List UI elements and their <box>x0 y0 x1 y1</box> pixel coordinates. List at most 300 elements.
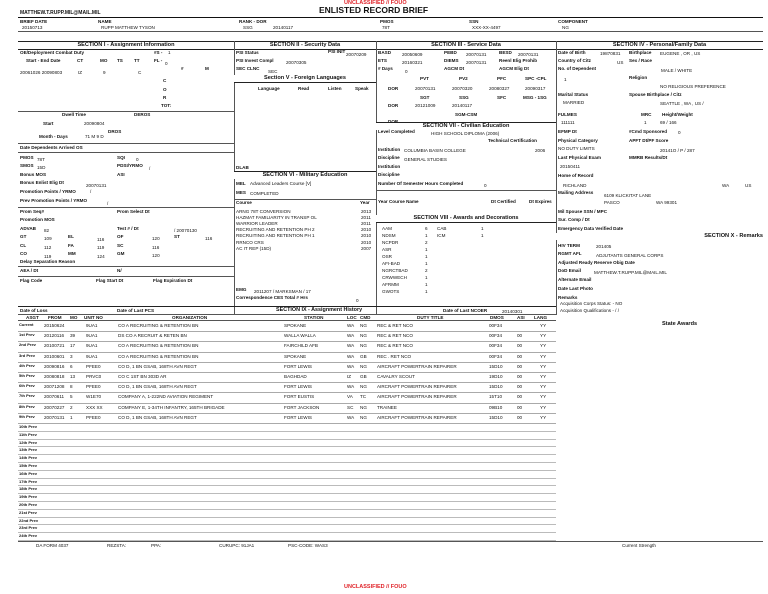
asgt-station: FAIRCHILD AFB <box>284 343 318 349</box>
asgt-organization: CO A RECRUITING & RETENTION BN <box>118 343 199 349</box>
physical-category-label: Physical Category <box>558 138 598 143</box>
award-name: AAM <box>382 226 392 231</box>
dor-pv2: 20070320 <box>452 86 473 91</box>
agcm-label: AGCM Dt <box>444 66 465 71</box>
mes-value: COMPLETED <box>250 191 279 196</box>
dod-email-value: MATTHEW.T.RUPP.MIL@MAIL.MIL <box>594 270 667 275</box>
dor-spc: 20090317 <box>525 86 546 91</box>
course-name: HAZMAT FAMILIARITY IN TRANSP OL <box>236 215 317 220</box>
religion-label: Religion <box>629 75 648 80</box>
asgt-station: FORT LEWIS <box>284 363 312 369</box>
last-ncoer-label: Date of Last NCOER <box>443 308 488 313</box>
ets-label: ETS <box>378 58 387 63</box>
col-loc: LOC <box>347 315 357 320</box>
section-6-header: SECTION VI - Military Education <box>234 171 376 179</box>
sex-race-value: MALE / WHITE <box>661 68 693 73</box>
asgt-label-empty: 17th Prev <box>19 478 38 484</box>
asgt-asi: 00 <box>517 333 523 339</box>
asgt-organization: CO C 1ST BN 303D AR <box>118 374 167 379</box>
asgt-duty-title: REC . RET NCO <box>377 353 412 359</box>
st-value: 116 <box>205 236 213 241</box>
asgt-loc: IZ <box>347 374 352 379</box>
dt-certified-col: Dt Certified <box>491 199 516 204</box>
course-year: 2010 <box>361 227 372 232</box>
name-value: RUPP MATTHEW TYSON <box>101 25 155 30</box>
asgt-label-empty: 15th Prev <box>19 463 38 468</box>
speak-col: Speak <box>355 86 369 91</box>
prev-promotion-value: / <box>107 201 109 206</box>
dor-pfc: 20080327 <box>489 86 510 91</box>
asgt-asi: 00 <box>517 414 523 420</box>
asgt-label: 2nd Prev <box>19 342 36 348</box>
asgt-label-empty: 22nd Prev <box>19 517 39 523</box>
of-value: 120 <box>152 236 160 241</box>
award-name: NCPDR <box>382 240 399 245</box>
asgt-cmd: NG <box>360 384 367 390</box>
mailing-address-label: Mailing Address <box>558 190 594 195</box>
psi-invest-value: 20070305 <box>286 60 307 65</box>
asgt-duty-title: REC & RET NCO <box>377 343 413 349</box>
asgt-cmd: NG <box>360 414 367 420</box>
asgt-label-empty: 12th Prev <box>19 439 38 445</box>
award-name: NGRCTBAD <box>382 268 408 273</box>
asgt-from: 20071208 <box>44 384 65 390</box>
prom-seq-label: Prom Seq# <box>20 209 44 214</box>
asgt-dmos: 00F34 <box>489 323 503 328</box>
el-value: 116 <box>97 237 105 242</box>
last-ncoer-value: 20140301 <box>502 309 523 314</box>
asgt-loc: VA <box>347 394 353 400</box>
start-value: 20090804 <box>84 121 105 126</box>
asgt-dmos: 15D10 <box>489 363 503 369</box>
course-year: 2010 <box>361 233 372 238</box>
badge-count: 1 <box>481 233 484 238</box>
course-name: ARNG 78T CONVERSION <box>236 209 291 214</box>
section-9-header: SECTION IX - Assignment History <box>276 307 363 313</box>
award-count: 1 <box>425 261 428 266</box>
col-mo: MO <box>70 315 78 320</box>
asgt-loc: WA <box>347 414 355 420</box>
current-strength-label: Current Strength <box>622 543 656 548</box>
level-completed-value: HIGH SCHOOL DIPLOMA (2006) <box>431 131 500 136</box>
dor-sgt: 20121009 <box>415 103 436 108</box>
month-days-value: 71 M 9 D <box>85 134 104 139</box>
asgt-label: 8th Prev <box>19 403 35 409</box>
citz-label: Country of Citz <box>558 58 591 63</box>
tt-label: TT <box>134 58 140 63</box>
asgt-dmos: 15D10 <box>489 414 503 420</box>
cmd-sponsored-label: #Cmd Sponsored <box>629 129 668 134</box>
state-awards-header: State Awards <box>662 321 698 327</box>
award-count: 1 <box>425 282 428 287</box>
award-name: NDSM <box>382 233 396 238</box>
asgt-duty-title: AIRCRAFT POWERTRAIN REPAIRER <box>377 363 457 369</box>
asgt-cmd: NG <box>360 404 367 410</box>
asgt-organization: COMPANY A, 1-222ND AVIATION REGIMENT <box>118 394 214 400</box>
asgt-months: 13 <box>70 374 76 379</box>
asgt-label-empty: 14th Prev <box>19 455 38 461</box>
asgt-loc: WA <box>347 363 355 369</box>
pv2-col: PV2 <box>459 76 468 81</box>
dependents-label: No. of Dependent <box>558 66 597 71</box>
agcm-elig-label: AGCM Elig Dt <box>499 66 529 71</box>
start-end-label: Start - End Date <box>26 58 61 63</box>
course-name: RECRUITING AND RETENTION PH 1 <box>236 233 315 238</box>
asgt-lang: YY <box>540 414 547 420</box>
ets-value: 20160321 <box>402 60 423 65</box>
award-name: AFRMM <box>382 282 399 287</box>
emergency-data-label: Emergency Data Verified Date <box>558 226 624 231</box>
section-10-header: SECTION X - Remarks <box>556 233 763 240</box>
deros-label: DEROS <box>134 112 151 117</box>
pmos-value: 78T <box>382 25 390 30</box>
dor-value: 20140117 <box>273 25 294 30</box>
asgt-label-empty: 19th Prev <box>19 494 38 500</box>
asgt-cmd: NG <box>360 323 367 328</box>
institution-2-label: Institution <box>378 164 401 169</box>
dt-expires-col: Dt Expires <box>529 199 552 204</box>
asgt-lang: YY <box>540 353 547 359</box>
date-loss-label: Date of Loss <box>20 308 48 313</box>
gm-value: 120 <box>152 253 160 258</box>
asgt-organization: DS CO A RECRUIT & RETEN BN <box>118 333 187 339</box>
asgt-months: 1 <box>70 414 73 420</box>
asgt-label-empty: 18th Prev <box>19 486 38 492</box>
mrc-value: 1 <box>644 120 647 125</box>
gt-label: GT <box>20 234 27 239</box>
asgt-cmd: GB <box>360 374 367 379</box>
dros-label: DROS <box>108 129 122 134</box>
asgt-lang: YY <box>540 343 547 349</box>
asgt-organization: CO D, 1 BN GSAB, 168TH AVN REGT <box>118 384 197 390</box>
listen-col: Listen <box>328 86 342 91</box>
read-col: Read <box>298 86 310 91</box>
birthplace-label: Birthplace <box>629 50 652 55</box>
cl-value: 112 <box>44 245 52 250</box>
semester-hours-label: Number Of Semester Hours Completed <box>378 181 464 186</box>
home-record-label: Home of Record <box>558 173 594 178</box>
col-station: STATION <box>304 315 324 320</box>
asgt-lang: YY <box>540 363 547 369</box>
institution-value: COLUMBIA BASIN COLLEGE <box>404 148 466 153</box>
st-label: ST <box>174 234 180 239</box>
asgt-from: 20070611 <box>44 394 65 400</box>
asgt-asi: 00 <box>517 343 523 349</box>
deployment-tt: C <box>138 70 142 75</box>
asgt-asi: 00 <box>517 394 523 400</box>
asgt-asi: 00 <box>517 363 523 369</box>
section-7-header: SECTION VII - Civilian Education <box>376 122 556 130</box>
dor-2-label: DOR <box>388 103 399 108</box>
pmos-s1-value: 78T <box>37 157 45 162</box>
asgt-lang: YY <box>540 333 547 339</box>
asgt-unit: PFEE0 <box>86 414 101 420</box>
marital-value: MARRIED <box>563 100 585 105</box>
ssn-label: SSN <box>469 19 479 24</box>
institution-year: 2006 <box>535 148 546 153</box>
asgt-unit: PRVC0 <box>86 374 102 379</box>
correspondence-value: 0 <box>356 298 359 303</box>
rezsta-label: REZSTA: <box>107 543 127 548</box>
asgt-organization: CO D, 1 BN GSAB, 168TH AVN REGT <box>118 363 197 369</box>
ssg-col: SSG <box>459 95 469 100</box>
sqi-value: 0 <box>136 157 139 162</box>
language-col: Language <box>258 86 280 91</box>
course-year: 2011 <box>361 221 371 226</box>
rank-label: RANK - DOR <box>239 19 267 24</box>
asgt-dmos: 00F34 <box>489 343 503 349</box>
alternate-email-label: Alternate Email <box>558 277 592 282</box>
pebd-value: 20070131 <box>466 52 487 57</box>
award-name: ASR <box>382 247 392 252</box>
institution-label: Institution <box>378 147 401 152</box>
emg-value: 2011207 / MARKSMAN / 17 <box>254 289 311 294</box>
date-pcs-label: Date of Last PCS <box>117 308 155 313</box>
asgt-loc: WA <box>347 384 355 390</box>
gt-value: 109 <box>44 236 52 241</box>
asgt-organization: CO A RECRUITING & RETENTION BN <box>118 353 199 359</box>
marital-label: Marital Status <box>558 92 589 97</box>
days-label: # Days <box>378 66 393 71</box>
asgt-cmd: NG <box>360 343 367 349</box>
mo-label: MO <box>100 58 108 63</box>
sqi-label: SQI <box>117 155 125 160</box>
fl-value: 0 <box>165 61 168 66</box>
course-name: RECRUITING AND RETENTION PH 2 <box>236 227 315 232</box>
asgt-station: FORT EUSTIS <box>284 394 315 400</box>
mailing-address-street: 6109 KLICKITAT LANE <box>604 193 652 198</box>
award-count: 1 <box>425 254 428 259</box>
component-value: NG <box>562 25 569 30</box>
religion-value: NO RELIGIOUS PREFERENCE <box>660 84 726 89</box>
sc-label: SC <box>117 243 124 248</box>
asgt-dmos: 19D10 <box>489 374 503 379</box>
psi-invest-label: PSI Invest Compl <box>236 58 274 63</box>
asgt-months: 5 <box>70 394 73 400</box>
asgt-from: 20100721 <box>44 343 65 349</box>
asgt-from: 20070227 <box>44 404 65 410</box>
asgt-duty-title: TRAINEE <box>377 404 397 410</box>
year-course-col: Year Course Name <box>378 199 419 204</box>
sgt-col: SGT <box>420 95 430 100</box>
asgt-from: 20100601 <box>44 353 65 359</box>
advab-label: ADVAB <box>20 226 36 231</box>
asgt-label: 6th Prev <box>19 383 35 389</box>
asgt-asi: 00 <box>517 353 523 359</box>
award-name: OSR <box>382 254 392 259</box>
asgt-asi: 00 <box>517 404 523 410</box>
course-col: Course <box>236 200 252 205</box>
pvt-col: PVT <box>420 76 429 81</box>
deployment-mo: 9 <box>103 70 106 75</box>
tot-label: TOT: <box>161 103 172 108</box>
award-count: 2 <box>425 268 428 273</box>
remark-acquisition-status: Acquisition Corps Status: - NO <box>560 301 623 306</box>
asgt-label: 9th Prev <box>19 413 35 419</box>
asgt-from: 20120116 <box>44 333 65 339</box>
asgt-station: FORT LEWIS <box>284 384 312 390</box>
semester-hours-value: 0 <box>484 183 487 188</box>
ct-label: CT <box>77 58 84 63</box>
asgt-label-empty: 24th Prev <box>19 533 38 539</box>
asgt-months: 39 <box>70 333 76 339</box>
psc-code-label: PSC-CODE: WAS3 <box>288 543 328 548</box>
basd-label: BASD <box>378 50 392 55</box>
discipline-value: GENERAL STUDIES <box>404 157 447 162</box>
promotion-points-value: / <box>90 189 92 194</box>
asgt-duty-title: AIRCRAFT POWERTRAIN REPAIRER <box>377 414 457 420</box>
curupc-label: CURUPC: 91JA1 <box>219 543 255 548</box>
course-year: 2013 <box>361 209 372 214</box>
section-2-header: SECTION II - Security Data <box>234 41 376 50</box>
mel-value: Advanced Leaders Course [V] <box>250 181 312 186</box>
asgt-organization: COMPANY E, 1-34TH INFANTRY, 165TH BRIGADE <box>118 404 225 410</box>
sec-clnc-value: SEC <box>268 69 278 74</box>
asgt-label-empty: 11th Prev <box>19 431 37 437</box>
discipline-label: Discipline <box>378 155 400 160</box>
badge-name: CAB <box>437 226 447 231</box>
badge-name: ICM <box>437 233 446 238</box>
brief-date-label: BRIEF DATE <box>20 19 48 24</box>
c-label: C <box>163 78 167 83</box>
pmos-label: PMOS <box>380 19 394 24</box>
asgt-organization: CO D, 1 BN GSAB, 168TH AVN REGT <box>118 414 197 420</box>
asgt-unit: PFEE0 <box>86 384 101 390</box>
duty-limits-value: NO DUTY LIMITS <box>558 146 595 151</box>
asgt-lang: YY <box>540 323 547 328</box>
deployment-dates: 20061026 20090803 <box>20 70 63 75</box>
asgt-months: 17 <box>70 343 76 349</box>
asgt-dmos: 00F34 <box>489 333 503 339</box>
asgt-unit: W1E70 <box>86 394 102 400</box>
remark-acquisition-quals: Acquisition Qualifications - / / <box>560 308 619 313</box>
badge-count: 1 <box>481 226 484 231</box>
home-record-state: WA <box>722 183 730 188</box>
flag-expiration-label: Flag Expiration Dt <box>153 278 193 283</box>
reenl-label: Reenl Elig Prohib <box>499 58 538 63</box>
asgt-dmos: 09B10 <box>489 404 503 410</box>
asgt-duty-title: AIRCRAFT POWERTRAIN REPAIRER <box>377 384 457 390</box>
section-8-header: SECTION VIII - Awards and Decorations <box>376 215 556 223</box>
fl-label: FL - <box>154 58 163 63</box>
height-weight-label: Height/Weight <box>662 112 693 117</box>
co-value: 119 <box>44 254 52 259</box>
asgt-loc: WA <box>347 333 355 339</box>
sec-clnc-label: SEC CLNC <box>236 66 260 71</box>
pdsi-value: / <box>149 166 151 171</box>
sex-race-label: Sex / Race <box>629 58 652 63</box>
asgt-duty-title: CAVALRY SCOUT <box>377 374 415 379</box>
diems-value: 20070131 <box>466 60 487 65</box>
col-unit: UNIT NO <box>84 315 103 320</box>
promotion-points-label: Promotion Points / YRMO <box>20 189 76 194</box>
award-name: AFI-BAD <box>382 261 401 266</box>
award-count: 6 <box>425 226 428 231</box>
gm-label: GM <box>117 251 125 256</box>
course-year: 2007 <box>361 246 372 251</box>
asgt-station: SPOKANE <box>284 323 307 328</box>
prom-select-label: Prom Select Dt <box>117 209 150 214</box>
n-label: N/ <box>117 268 122 273</box>
asgt-loc: SC <box>347 404 354 410</box>
email-header: MATTHEW.T.RUPP.MIL@MAIL.MIL <box>20 10 101 16</box>
asgt-months: 2 <box>70 404 73 410</box>
asgt-dmos: 00F34 <box>489 353 503 359</box>
month-days-label: Month - Days <box>39 134 68 139</box>
correspondence-label: Correspondence CES Total # Hrs <box>236 295 308 300</box>
asgt-cmd: GB <box>360 353 367 359</box>
bonus-mos-label: Bonus MOS <box>20 172 47 177</box>
advab-value: 82 <box>44 228 50 233</box>
asgt-label: 3rd Prev <box>19 352 36 358</box>
page-title: ENLISTED RECORD BRIEF <box>319 5 429 15</box>
form-number: DA FORM 4037 <box>36 543 69 548</box>
mm-label: MM <box>68 251 76 256</box>
deployment-ct: IZ <box>78 70 83 75</box>
asgt-label-empty: 23rd Prev <box>19 525 38 531</box>
section-1-header: SECTION I - Assignment Information <box>18 41 234 50</box>
asgt-station: FORT LEWIS <box>284 414 312 420</box>
asgt-unit: XXX XX <box>86 404 103 410</box>
besd-label: BESD <box>499 50 512 55</box>
component-label: COMPONENT <box>558 19 588 24</box>
pebd-label: PEBD <box>444 50 457 55</box>
col-organization: ORGANIZATION <box>172 315 208 320</box>
award-name: CRWWECH <box>382 275 407 280</box>
birthplace-value: EUGENE , OR , US <box>660 51 701 56</box>
asgt-lang: YY <box>540 374 547 379</box>
s-count-label: #S - <box>154 50 163 55</box>
pdsi-label: PDSI/YRMO <box>117 163 143 168</box>
ssn-value: XXX-XX-4497 <box>472 25 501 30</box>
classification-banner-top: UNCLASSIFIED // FOUO <box>344 0 407 6</box>
year-col: Year <box>360 200 370 205</box>
award-name: GWOTS <box>382 289 400 294</box>
promotion-mos-label: Promotion MOS <box>20 217 55 222</box>
award-count: 1 <box>425 247 428 252</box>
home-record-country: US <box>745 183 752 188</box>
asgt-duty-title: REC & RET NCO <box>377 323 413 328</box>
fa-label: FA <box>68 243 74 248</box>
asgt-unit: 9UA1 <box>86 353 98 359</box>
last-physical-label: Last Physical Exam <box>558 155 601 160</box>
asgt-cmd: NG <box>360 333 367 339</box>
asgt-organization: CO A RECRUITING & RETENTION BN <box>118 323 199 328</box>
diems-label: DIEMS <box>444 58 459 63</box>
asgt-asi: 00 <box>517 374 523 379</box>
bonus-date-value: 20070131 <box>86 183 107 188</box>
asgt-from: 20070131 <box>44 414 65 420</box>
msg-col: MSG - 1SG <box>523 95 547 100</box>
s-count-value: 1 <box>168 50 171 55</box>
asgt-asi: 00 <box>517 384 523 390</box>
sur-comp-label: Sur. Comp / Dt <box>558 217 590 222</box>
rank-value: SSG <box>243 25 253 30</box>
asgt-cmd: NG <box>360 363 367 369</box>
dor-ssg: 20140117 <box>452 103 473 108</box>
test-label: Test # / Dt <box>117 226 139 231</box>
dor-pvt: 20070131 <box>415 86 436 91</box>
dob-label: Date of Birth <box>558 50 586 55</box>
dlab-label: DLAB <box>236 165 249 170</box>
mel-label: MEL <box>236 181 246 186</box>
dependents-arrived-label: Date Dependents Arrived OS <box>20 145 83 150</box>
el-label: EL <box>68 234 74 239</box>
asgt-station: FORT JACKSON <box>284 404 320 410</box>
asgt-from: 20090816 <box>44 363 65 369</box>
rgmt-afl-value: ADJUTANTS GENERAL CORPS <box>596 253 664 258</box>
asgt-label-empty: 20th Prev <box>19 502 38 507</box>
